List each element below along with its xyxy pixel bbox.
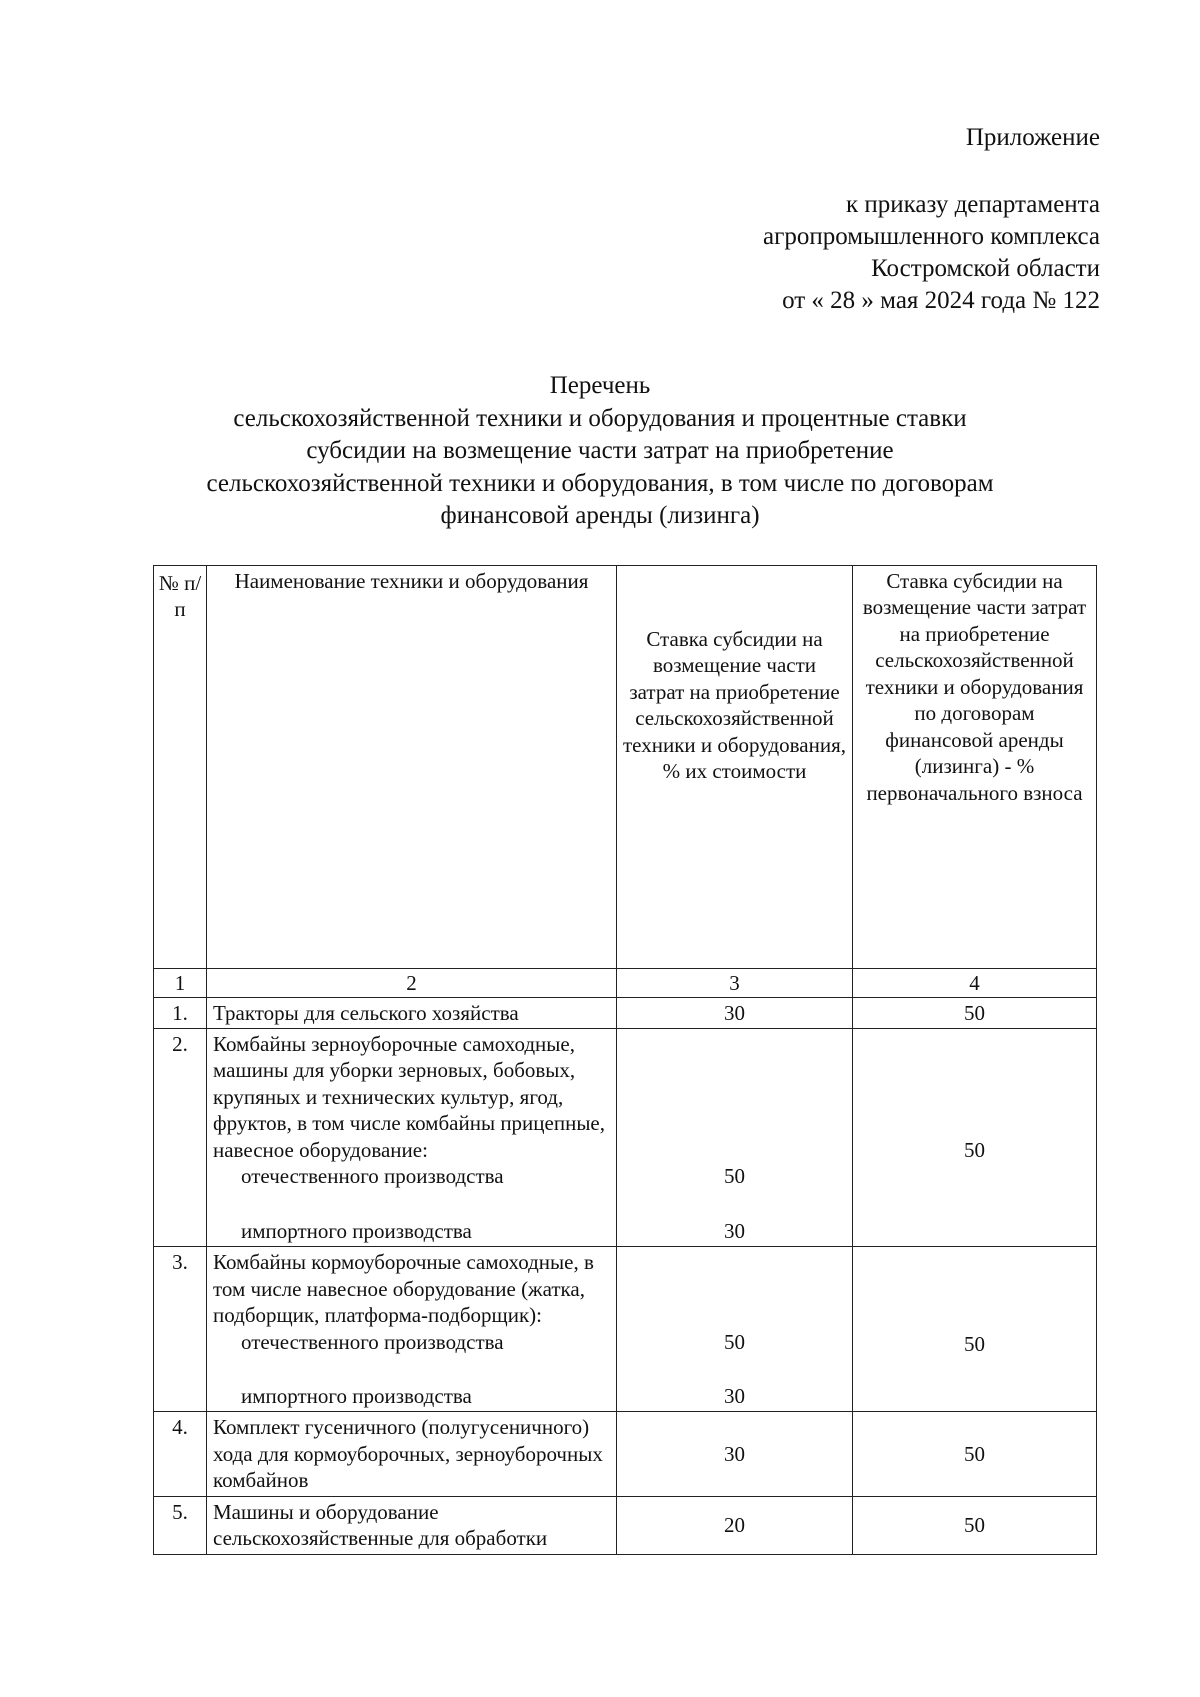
header-rate: Ставка субсидии на возмещение части затрат на приобретение сельскохозяйственной техники и оборудования, % их стоимости (617, 566, 853, 969)
row-rate: 30 (617, 998, 853, 1029)
row-name: Комплект гусеничного (полугусеничного) хода для кормоуборочных, зерноуборочных комбайнов (207, 1412, 617, 1496)
appendix-title: Приложение (965, 124, 1100, 151)
document-heading (150, 370, 1050, 533)
table-row (154, 998, 1097, 1029)
appendix-line: от « 28 » мая 2024 года № 122 (782, 287, 1100, 314)
row-sub-import: импортного производства (241, 1218, 472, 1243)
row-lease-rate: 50 (853, 998, 1097, 1029)
table-header-row (154, 566, 1097, 969)
column-number: 1 (154, 969, 207, 998)
column-number: 2 (207, 969, 617, 998)
row-rate-cell (617, 1247, 853, 1412)
heading-line: финансовой аренды (лизинга) (440, 502, 760, 529)
row-lease-rate: 50 (853, 1412, 1097, 1496)
table-row (154, 1496, 1097, 1554)
spacer (623, 1190, 846, 1218)
column-number-row (154, 969, 1097, 998)
row-rate-import: 30 (724, 1383, 745, 1408)
header-lease-rate: Ставка субсидии на возмещение части затрат на приобретение сельскохозяйственной техники и оборудования по договорам финансовой аренды (лизинга) - % первоначального взноса (853, 566, 1097, 969)
heading-line: сельскохозяйственной техники и оборудования и процентные ставки (233, 404, 967, 432)
row-number: 3. (154, 1247, 207, 1412)
row-rate-import: 30 (724, 1218, 745, 1243)
table-row (154, 1247, 1097, 1412)
appendix-line: Костромской области (871, 255, 1100, 282)
row-lease-rate: 50 (853, 1496, 1097, 1554)
row-name: Комбайны зерноуборочные самоходные, машины для уборки зерновых, бобовых, крупяных и технических культур, ягод, фруктов, в том числе комбайны прицепные, навесное оборудование: (213, 1032, 606, 1162)
row-rate-domestic: 50 (724, 1329, 745, 1354)
row-lease-rate: 50 (853, 1247, 1097, 1412)
row-rate-cell (617, 1029, 853, 1247)
appendix-line: агропромышленного комплекса (762, 223, 1100, 250)
appendix-reference (763, 189, 1100, 317)
table-row (154, 1029, 1097, 1247)
row-sub-import: импортного производства (241, 1383, 472, 1408)
subsidy-table (153, 565, 1097, 1555)
appendix-line: к приказу департамента (845, 191, 1100, 218)
row-name: Комбайны кормоуборочные самоходные, в том числе навесное оборудование (жатка, подборщик, платформа-подборщик): (213, 1250, 594, 1328)
column-number: 4 (853, 969, 1097, 998)
row-rate-domestic: 50 (724, 1164, 745, 1189)
row-number: 4. (154, 1412, 207, 1496)
row-sub-domestic: отечественного производства (241, 1329, 504, 1354)
row-sub-domestic: отечественного производства (241, 1164, 504, 1189)
row-name: Машины и оборудование сельскохозяйственные для обработки (207, 1496, 617, 1554)
row-rate: 20 (617, 1496, 853, 1554)
row-number: 2. (154, 1029, 207, 1247)
row-rate: 30 (617, 1412, 853, 1496)
row-name-cell (207, 1247, 617, 1412)
spacer (213, 1355, 610, 1383)
heading-line: сельскохозяйственной техники и оборудования, в том числе по договорам (206, 469, 994, 497)
row-name: Тракторы для сельского хозяйства (207, 998, 617, 1029)
spacer (623, 1355, 846, 1383)
row-number: 1. (154, 998, 207, 1029)
heading-line: Перечень (549, 372, 651, 399)
header-number: № п/ п (154, 566, 207, 969)
table-row (154, 1412, 1097, 1496)
heading-line: субсидии на возмещение части затрат на приобретение (306, 437, 894, 464)
column-number: 3 (617, 969, 853, 998)
header-name: Наименование техники и оборудования (207, 566, 617, 969)
row-number: 5. (154, 1496, 207, 1554)
row-name-cell (207, 1029, 617, 1247)
spacer (213, 1190, 610, 1218)
row-lease-rate: 50 (853, 1029, 1097, 1247)
